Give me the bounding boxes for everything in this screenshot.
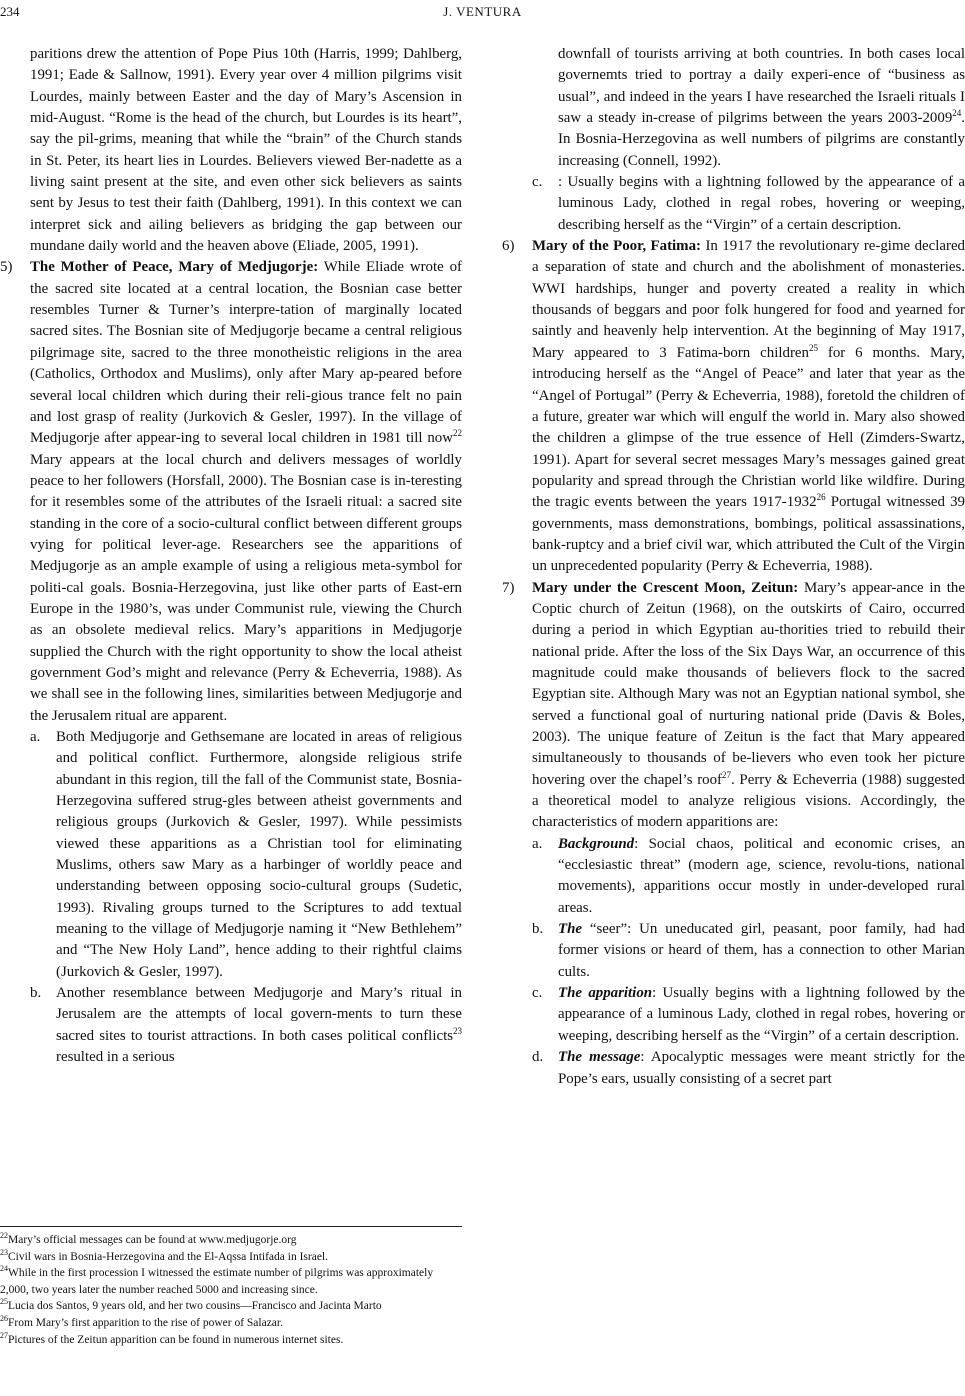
characteristic-a: a. Background: Social chaos, political and economic crises, an “ecclesiastic threat” (modern age, science, revolu-tions, national movements), apparitions occur mostly in under-developed rural areas. <box>532 835 965 916</box>
footnote: $^{25}$Lucia dos Santos, 9 years old, and her two cousins—Francisco and Jacinta Marto <box>0 1297 382 1313</box>
characteristic-d: d. The message: Apocalyptic messages were meant strictly for the Pope’s ears, usually consisting of a secret part <box>532 1049 965 1087</box>
footnote: $^{26}$From Mary’s first apparition to the rise of power of Salazar. <box>0 1314 283 1329</box>
sub-letter: c. <box>532 174 543 191</box>
sub-letter: b. <box>532 921 544 938</box>
sub-letter: c. <box>532 985 543 1002</box>
right-column <box>502 44 965 1090</box>
footnote: $^{27}$Pictures of the Zeitun apparition can be found in numerous internet sites. <box>0 1330 344 1346</box>
item-6: 6) Mary of the Poor, Fatima: In 1917 the revolutionary re-gime declared a separation of state and church and the abolishment of monasteries. WWI hardships, hunger and poverty created a reality in which thousands of beggars and poor folk hungered for food and yearned for saintly and heavenly help intervention. At the beginning of May 1917, Mary appeared to 3 Fatima-born children$^{25}$ for 6 months. Mary, introducing herself as the “Angel of Peace” and later that year as the “Angel of Portugal” (Perry & Echeverria, 1988), foretold the children of a future, greater war which will engulf the world in. Mary also showed the children a glimpse of the true essence of Hell (Zimders-Swartz, 1991). Apart for several secret messages Mary’s messages gained great popularity and spread through the Christian world like wildfire. During the tragic events between the years 1917-1932$^{26}$ Portugal witnessed 39 governments, mass demonstrations, bombings, political assassinations, bank-ruptcy and a brief civil war, which attributed the Cult of the Virgin un unprecedented popularity (Perry & Echeverria, 1988). <box>502 238 965 575</box>
item-heading: Mary of the Poor, Fatima: <box>532 238 701 255</box>
item-heading: Mary under the Crescent Moon, Zeitun: <box>532 579 799 596</box>
item-number: 6) <box>502 238 515 255</box>
intro-paragraph: paritions drew the attention of Pope Pius 10th (Harris, 1999; Dahlberg, 1991; Eade & Sallnow, 1991). Every year over 4 million pilgrims visit Lourdes, mainly between Easter and the day of Mary’s Ascension in mid-August. “Rome is the head of the church, but Lourdes is its heart”, say the pil-grims, meaning that while the “brain” of the Church stands in St. Peter, its heart lies in Lourdes. Believers viewed Ber-nadette as a living saint present at the site, and even other sick believers as saints sent by Jesus to test their faith (Dahlberg, 1991). In this context we can interpret sick and ailing believers as bridging the gap between our mundane daily world and the heaven above (Eliade, 2005, 1991). <box>30 46 462 255</box>
item-5-text: The Mother of Peace, Mary of Medjugorje: While Eliade wrote of the sacred site located at a central location, the Bosnian case better resembles Turner & Turner’s interpre-tation of marginally located sacred sites. The Bosnian site of Medjugorje became a central religious pilgrimage site, sacred to the three monotheistic religions in the area (Catholics, Orthodox and Muslims), only after Mary ap-peared before several local children which during their reli-gious trance felt no pain and lost grasp of reality (Jurkovich & Gesler, 1997). In the village of Medjugorje after appear-ing to several local children in 1981 till now$^{22}$ Mary appears at the local church and delivers messages of worldly peace to her followers (Horsfall, 2000). The Bosnian case is in-teresting for it resembles some of the attributes of the Israeli ritual: a sacred site standing in the core of a socio-cultural conflict between different groups vying for political lever-age. Researchers see the apparitions of Medjugorje as an ample example of using a religious meta-symbol for politi-cal goals. Bosnia-Herzegovina, just like other parts of East-ern Europe in the 1980’s, was under Communist rule, viewing the Church as an obsolete medieval relics. Mary’s apparitions in Medjugorje supplied the Church with the right opportunity to show the local atheist government God’s might and relevance (Perry & Echeverria, 1988). As we shall see in the following lines, similarities between Medjugorje and the Jerusalem ritual are apparent. <box>30 259 462 724</box>
left-column <box>0 44 462 1069</box>
footnote-ref: 23 <box>453 1025 462 1036</box>
footnote-ref: 22 <box>453 428 462 439</box>
sub-item-b-continued: downfall of tourists arriving at both countries. In both cases local governemts tried to portray a daily experi-ence of “business as usual”, and indeed in the years I have researched the Israeli rituals I saw a steady in-crease of pilgrims between the years 2003-2009$^{24}$. In Bosnia-Herzegovina as well numbers of pilgrims are constantly increasing (Connell, 1992). <box>558 46 965 169</box>
running-author: J. VENTURA <box>443 4 522 19</box>
sub-item-b: b. Another resemblance between Medjugorje and Mary’s ritual in Jerusalem are the attempts of local govern-ments to turn these sacred sites to tourist attractions. In both cases political conflicts$^{23}$ resulted in a serious <box>30 985 462 1066</box>
sub-letter: a. <box>532 835 543 852</box>
page-number: 234 <box>0 4 20 19</box>
running-header <box>0 4 965 24</box>
footnote-divider <box>0 1226 462 1227</box>
item-7: 7) Mary under the Crescent Moon, Zeitun: Mary’s appear-ance in the Coptic church of Zeitun (1968), on the outskirts of Cairo, occurred during a period in which Egyptian au-thorities tried to rebuild their national pride. After the loss of the Six Days War, an occurrence of this magnitude could make thousands of believers flock to the sacred Egyptian site. Although Mary was not an Egyptian national symbol, she served a functional goal of nurturing national pride (Davis & Boles, 2003). The unique feature of Zeitun is the fact that Mary appeared simultaneously to thousands of be-lievers who even took her picture hovering over the chapel’s roof$^{27}$. Perry & Echeverria (1988) suggested a theoretical model to analyze religious visions. Accordingly, the characteristics of modern apparitions are: <box>502 579 965 831</box>
footnote-ref: 27 <box>722 769 731 780</box>
characteristic-c: c. The apparition: Usually begins with a lightning followed by the appearance of a luminous Lady, clothed in regal robes, hovering or weeping, describing herself as the “Virgin” of a certain description. <box>532 985 965 1044</box>
item-number: 5) <box>0 259 13 276</box>
sub-letter: a. <box>30 729 41 745</box>
footnote-ref: 25 <box>808 342 818 353</box>
footnotes <box>0 1232 462 1348</box>
sub-letter: b. <box>30 985 42 1002</box>
sub-item-a: a. Both Medjugorje and Gethsemane are located in areas of religious and political conflict. Furthermore, alongside religious strife abundant in this region, till the fall of the Communist state, Bosnia-Herzegovina suffered strug-gles between atheist governments and religious groups (Jurkovich & Gesler, 1997). While pessimists viewed these apparitions as a Christian tool for eliminating Muslims, others saw Mary as a harbinger of worldly peace and understanding between opposing socio-cultural groups (Sudetic, 1993). Rivaling groups turned to the Scriptures to add textual meaning to the village of Medjugorje naming it “New Bethlehem” and “The New Holy Land”, hence adding to their rightful claims (Jurkovich & Gesler, 1997). <box>30 729 462 980</box>
characteristic-b: b. The “seer”: Un uneducated girl, peasant, poor family, had had former visions or heard of them, has a connection to other Marian cults. <box>532 921 965 980</box>
footnote: $^{24}$While in the first procession I witnessed the estimate number of pilgrims was approximately 2,000, two years later the number reached 5000 and increasing since. <box>0 1264 434 1296</box>
footnote: $^{23}$Civil wars in Bosnia-Herzegovina and the El-Aqssa Intifada in Israel. <box>0 1247 328 1263</box>
footnote: $^{22}$Mary’s official messages can be found at www.medjugorje.org <box>0 1231 297 1246</box>
item-heading: The Mother of Peace, Mary of Medjugorje: <box>30 259 319 276</box>
item-number: 7) <box>502 579 515 596</box>
footnote-ref: 26 <box>816 492 826 503</box>
item-5 <box>0 257 462 727</box>
sub-item-c: c. : Usually begins with a lightning followed by the appearance of a luminous Lady, clothed in regal robes, hovering or weeping, describing herself as the “Virgin” of a certain description. <box>532 174 965 233</box>
footnote-ref: 24 <box>952 108 962 119</box>
sub-letter: d. <box>532 1049 544 1066</box>
